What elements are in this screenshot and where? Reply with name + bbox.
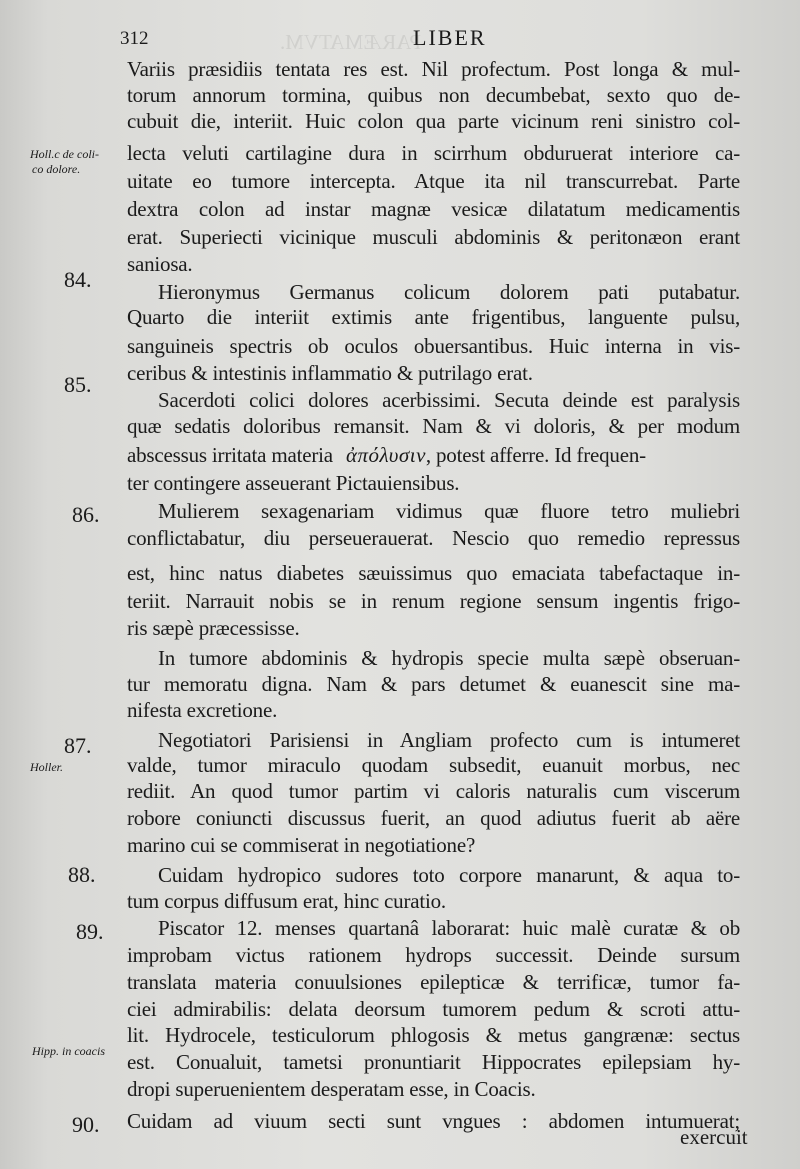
text-line: nifesta excretione. — [127, 698, 278, 722]
text-line: dextra colon ad instar magnæ vesicæ dilatatum medicamentis — [127, 197, 740, 221]
case-number: 89. — [76, 919, 104, 944]
text-line: cubuit die, interiit. Huic colon qua parte vicinum reni sinistro col- — [127, 109, 740, 133]
case-number: 85. — [64, 372, 92, 397]
text-line: est, hinc natus diabetes sæuissimus quo emaciata tabefactaque in- — [127, 561, 740, 585]
text-line: Cuidam ad viuum secti sunt vngues : abdomen intumuerat; — [127, 1109, 740, 1133]
case-number: 88. — [68, 862, 96, 887]
case-number: 87. — [64, 733, 92, 758]
text-line: lecta veluti cartilagine dura in scirrhum obduruerat interiore ca- — [127, 141, 740, 165]
margin-note-holler-colico — [30, 147, 99, 177]
case-number: 84. — [64, 267, 92, 292]
text-line: ter contingere asseuerant Pictauiensibus. — [127, 471, 460, 495]
text-line: improbam victus rationem hydrops successit. Deinde sursum — [127, 943, 740, 967]
text-line: robore coniuncti discussus fuerit, an quod adiutus fuerit ab aëre — [127, 806, 740, 830]
case-number: 90. — [72, 1112, 100, 1137]
folio-number: 312 — [120, 28, 149, 49]
margin-note-line: Holl.c de coli- — [30, 147, 99, 161]
text-line: marino cui se commiserat in negotiatione? — [127, 833, 476, 857]
greek-word: ἀπόλυσιν — [345, 443, 426, 467]
text-line: quæ sedatis doloribus remansit. Nam & vi doloris, & per modum — [127, 414, 740, 438]
text-line-with-greek — [127, 442, 740, 468]
text-line: erat. Superiecti vicinique musculi abdominis & peritonæon erant — [127, 225, 740, 249]
text-line: tur memoratu digna. Nam & pars detumet & euanescit sine ma- — [127, 672, 740, 696]
text-line: torum annorum tormina, quibus non decumbebat, sexto quo de- — [127, 83, 740, 107]
text-segment: abscessus irritata materia — [127, 443, 333, 467]
margin-note-holler — [30, 760, 63, 775]
text-line: Piscator 12. menses quartanâ laborarat: huic malè curatæ & ob — [158, 916, 740, 940]
text-line: Variis præsidiis tentata res est. Nil profectum. Post longa & mul- — [127, 57, 740, 81]
text-line: dropi superuenientem desperatam esse, in Coacis. — [127, 1077, 536, 1101]
margin-note-hipp-coacis — [32, 1044, 105, 1059]
text-line: valde, tumor miraculo quodam subsedit, euanuit morbus, nec — [127, 753, 740, 777]
text-line: saniosa. — [127, 252, 193, 276]
text-line: ris sæpè præcessisse. — [127, 616, 300, 640]
catchword: exercuit — [680, 1125, 748, 1149]
text-line: tum corpus diffusum erat, hinc curatio. — [127, 889, 446, 913]
text-line: ciei admirabilis: delata deorsum tumorem pedum & scroti attu- — [127, 997, 740, 1021]
text-line: Negotiatori Parisiensi in Angliam profecto cum is intumeret — [158, 728, 740, 752]
margin-note-line: Hipp. in coacis — [32, 1044, 105, 1058]
margin-note-line: Holler. — [30, 760, 63, 774]
margin-note-line: co dolore. — [32, 162, 81, 176]
running-head: LIBER — [413, 25, 487, 50]
text-line: est. Conualuit, tametsi pronuntiarit Hippocrates epilepsiam hy- — [127, 1050, 740, 1074]
text-line: Mulierem sexagenariam vidimus quæ fluore tetro muliebri — [158, 499, 740, 523]
text-line: rediit. An quod tumor partim vi caloris naturalis cum viscerum — [127, 779, 740, 803]
text-line: Sacerdoti colici dolores acerbissimi. Secuta deinde est paralysis — [158, 388, 740, 412]
text-line: uitate eo tumore intercepta. Atque ita nil transcurrebat. Parte — [127, 169, 740, 193]
text-line: Cuidam hydropico sudores toto corpore manarunt, & aqua to- — [158, 863, 740, 887]
text-line: translata materia conuulsiones epilepticæ & terrificæ, tumor fa- — [127, 970, 740, 994]
text-line: conflictabatur, diu perseuerauerat. Nescio quo remedio repressus — [127, 526, 740, 550]
text-line: lit. Hydrocele, testiculorum phlogosis & metus gangrænæ: sectus — [127, 1023, 740, 1047]
case-number: 86. — [72, 502, 100, 527]
text-line: In tumore abdominis & hydropis specie multa sæpè obseruan- — [158, 646, 740, 670]
bleed-heading: PARÆMATVM. — [280, 30, 422, 54]
text-segment: , potest afferre. Id frequen- — [425, 443, 646, 467]
text-line: teriit. Narrauit nobis se in renum regione sensum ingentis frigo- — [127, 589, 740, 613]
text-line: ceribus & intestinis inflammatio & putrilago erat. — [127, 361, 533, 385]
text-line: Quarto die interiit extimis ante frigentibus, languente pulsu, — [127, 305, 740, 329]
text-line: sanguineis spectris ob oculos obuersantibus. Huic interna in vis- — [127, 334, 740, 358]
text-line: Hieronymus Germanus colicum dolorem pati putabatur. — [158, 280, 740, 304]
